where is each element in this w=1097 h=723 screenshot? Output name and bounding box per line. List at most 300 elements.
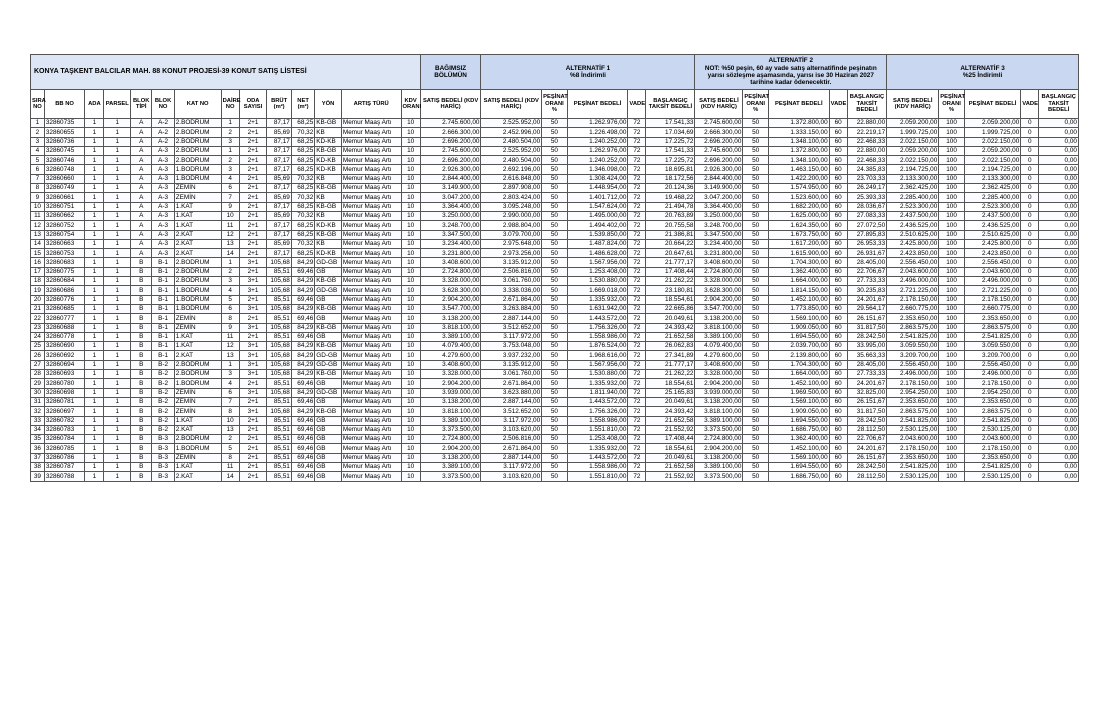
table-cell: 85,51 <box>267 462 291 471</box>
table-cell: 3.059.550,00 <box>964 342 1020 351</box>
table-cell: 3.135.912,00 <box>481 360 542 369</box>
table-cell: 2.724.800,00 <box>695 267 743 276</box>
table-cell: 3.138.200,00 <box>420 314 481 323</box>
table-cell: A-3 <box>152 174 174 183</box>
table-cell: 1.615.900,00 <box>768 249 829 258</box>
table-cell: 35 <box>31 435 45 444</box>
table-cell: Memur Maaş Artı <box>341 295 401 304</box>
table-cell: 3.408.600,00 <box>695 360 743 369</box>
table-cell: 1.348.100,00 <box>768 137 829 146</box>
table-cell: 3 <box>221 137 239 146</box>
table-cell: 84,29 <box>291 360 314 369</box>
table-cell: KD-KB <box>315 165 342 174</box>
table-cell: B <box>131 277 152 286</box>
table-cell: 0 <box>1021 239 1039 248</box>
table-cell: 85,51 <box>267 435 291 444</box>
table-cell: 105,68 <box>267 258 291 267</box>
table-cell: 72 <box>628 165 646 174</box>
table-cell: 3+1 <box>239 388 267 397</box>
table-cell: A-3 <box>152 193 174 202</box>
table-cell: 2.660.775,00 <box>887 304 939 313</box>
table-cell: 1.909.050,00 <box>768 323 829 332</box>
table-cell: 2.975.648,00 <box>481 239 542 248</box>
table-cell: 100 <box>939 184 965 193</box>
table-cell: 0,00 <box>1039 230 1079 239</box>
table-cell: 2.437.500,00 <box>964 211 1020 220</box>
table-cell: 70,32 <box>291 239 314 248</box>
table-cell: 50 <box>542 351 568 360</box>
table-cell: 32860751 <box>44 202 84 211</box>
table-cell: 2.506.816,00 <box>481 267 542 276</box>
table-cell: 69,46 <box>291 425 314 434</box>
table-cell: 60 <box>829 407 847 416</box>
table-cell: 85,69 <box>267 211 291 220</box>
table-cell: 0,00 <box>1039 360 1079 369</box>
table-cell: 0 <box>1021 295 1039 304</box>
table-cell: 22.219,17 <box>847 128 886 137</box>
table-cell: 4 <box>221 174 239 183</box>
table-cell: 84,29 <box>291 304 314 313</box>
column-header: VADE <box>1021 90 1039 119</box>
table-cell: 28.242,50 <box>847 416 886 425</box>
table-cell: 32860776 <box>44 295 84 304</box>
table-cell: 3.373.500,00 <box>420 425 481 434</box>
table-cell: 1 <box>104 267 131 276</box>
table-cell: 2+1 <box>239 146 267 155</box>
table-cell: 72 <box>628 249 646 258</box>
table-cell: 2.139.800,00 <box>768 351 829 360</box>
table-cell: 20.755,58 <box>646 221 695 230</box>
table-cell: 60 <box>829 453 847 462</box>
table-cell: B <box>131 258 152 267</box>
table-cell: Memur Maaş Artı <box>341 453 401 462</box>
table-cell: 2.452.996,00 <box>481 128 542 137</box>
table-cell: B <box>131 332 152 341</box>
table-cell: 1.240.252,00 <box>567 156 628 165</box>
table-cell: 100 <box>939 351 965 360</box>
table-cell: 1 <box>104 351 131 360</box>
table-cell: 14 <box>31 239 45 248</box>
table-cell: 3.389.100,00 <box>695 462 743 471</box>
table-cell: 2.616.848,00 <box>481 174 542 183</box>
table-cell: 50 <box>743 342 769 351</box>
table-cell: Memur Maaş Artı <box>341 119 401 128</box>
table-cell: 1 <box>85 360 104 369</box>
table-row <box>31 221 1079 230</box>
table-cell: 35.663,33 <box>847 351 886 360</box>
column-header: KAT NO <box>174 90 221 119</box>
table-cell: 3+1 <box>239 360 267 369</box>
table-cell: 2.530.125,00 <box>964 472 1020 481</box>
table-cell: 1 <box>85 267 104 276</box>
table-cell: 27.895,83 <box>847 230 886 239</box>
table-cell: 1.664.000,00 <box>768 370 829 379</box>
table-cell: 6 <box>221 388 239 397</box>
table-cell: 85,51 <box>267 453 291 462</box>
table-cell: 6 <box>221 304 239 313</box>
table-cell: 2 <box>221 128 239 137</box>
table-cell: 1.BODRUM <box>174 379 221 388</box>
table-cell: 2.745.600,00 <box>695 146 743 155</box>
table-row <box>31 258 1079 267</box>
table-cell: 50 <box>743 286 769 295</box>
table-cell: 50 <box>743 462 769 471</box>
column-header: PEŞİNAT ORANI % <box>542 90 568 119</box>
table-cell: 0,00 <box>1039 146 1079 155</box>
table-cell: 1 <box>221 119 239 128</box>
column-header: ARTIŞ TÜRÜ <box>341 90 401 119</box>
table-cell: 50 <box>542 165 568 174</box>
table-cell: 105,68 <box>267 407 291 416</box>
table-cell: 31.817,50 <box>847 407 886 416</box>
table-cell: 2.353.650,00 <box>887 314 939 323</box>
table-cell: 84,29 <box>291 351 314 360</box>
table-cell: 3.138.200,00 <box>695 314 743 323</box>
table-cell: 1 <box>85 295 104 304</box>
table-cell: ZEMİN <box>174 388 221 397</box>
table-cell: 7 <box>221 193 239 202</box>
table-cell: 2.KAT <box>174 249 221 258</box>
table-cell: A-2 <box>152 137 174 146</box>
table-cell: 4.279.600,00 <box>695 351 743 360</box>
table-cell: 1.372.800,00 <box>768 146 829 155</box>
table-cell: B <box>131 360 152 369</box>
table-cell: 85,69 <box>267 239 291 248</box>
table-cell: 105,68 <box>267 351 291 360</box>
table-cell: 3.138.200,00 <box>420 397 481 406</box>
table-cell: 0 <box>1021 202 1039 211</box>
table-cell: 2+1 <box>239 435 267 444</box>
table-cell: 2+1 <box>239 416 267 425</box>
table-cell: 21.652,58 <box>646 462 695 471</box>
table-cell: 17.541,33 <box>646 119 695 128</box>
table-cell: 2+1 <box>239 193 267 202</box>
column-header: PEŞİNAT BEDELİ <box>567 90 628 119</box>
table-row <box>31 435 1079 444</box>
table-cell: 1 <box>104 137 131 146</box>
table-cell: 72 <box>628 230 646 239</box>
table-cell: 50 <box>743 397 769 406</box>
table-cell: 32860661 <box>44 193 84 202</box>
table-cell: 3.059.550,00 <box>887 342 939 351</box>
table-cell: 0,00 <box>1039 472 1079 481</box>
table-cell: 32860735 <box>44 119 84 128</box>
table-cell: 69,46 <box>291 332 314 341</box>
table-cell: 28.242,50 <box>847 462 886 471</box>
table-cell: 5 <box>221 444 239 453</box>
table-cell: B <box>131 342 152 351</box>
table-cell: 105,68 <box>267 304 291 313</box>
table-cell: 21.652,58 <box>646 416 695 425</box>
table-cell: Memur Maaş Artı <box>341 314 401 323</box>
table-cell: 1 <box>104 342 131 351</box>
table-cell: 3.338.036,00 <box>481 286 542 295</box>
table-cell: 87,17 <box>267 119 291 128</box>
table-cell: 1.KAT <box>174 416 221 425</box>
table-cell: Memur Maaş Artı <box>341 444 401 453</box>
table-cell: 2.660.775,00 <box>964 304 1020 313</box>
table-cell: 2.353.650,00 <box>964 453 1020 462</box>
table-cell: 60 <box>829 230 847 239</box>
table-cell: 32860692 <box>44 351 84 360</box>
table-cell: 1.968.616,00 <box>567 351 628 360</box>
table-cell: 2+1 <box>239 267 267 276</box>
table-cell: 1 <box>85 156 104 165</box>
table-cell: 50 <box>743 156 769 165</box>
table-cell: 2.904.200,00 <box>695 295 743 304</box>
table-cell: 2.KAT <box>174 239 221 248</box>
table-cell: 68,25 <box>291 137 314 146</box>
table-cell: 1.452.100,00 <box>768 444 829 453</box>
table-cell: 2.BODRUM <box>174 360 221 369</box>
table-cell: 1 <box>104 453 131 462</box>
table-cell: 11 <box>221 332 239 341</box>
table-cell: 17.408,44 <box>646 267 695 276</box>
table-cell: 2.022.150,00 <box>964 156 1020 165</box>
table-cell: 1.BODRUM <box>174 165 221 174</box>
table-cell: 1 <box>85 193 104 202</box>
table-cell: 50 <box>542 146 568 155</box>
table-cell: 32860655 <box>44 128 84 137</box>
table-cell: GD-GB <box>315 360 342 369</box>
table-cell: 20.664,22 <box>646 239 695 248</box>
table-cell: 26 <box>31 351 45 360</box>
table-cell: Memur Maaş Artı <box>341 249 401 258</box>
table-cell: 10 <box>401 314 420 323</box>
table-cell: 32860662 <box>44 211 84 220</box>
table-cell: 84,29 <box>291 277 314 286</box>
table-cell: 1 <box>85 137 104 146</box>
table-cell: 3.364.400,00 <box>420 202 481 211</box>
table-cell: KB-GB <box>315 407 342 416</box>
table-cell: 2.059.200,00 <box>964 146 1020 155</box>
table-row <box>31 295 1079 304</box>
table-cell: 11 <box>221 462 239 471</box>
table-cell: 10 <box>401 407 420 416</box>
table-cell: 60 <box>829 221 847 230</box>
table-cell: B-3 <box>152 444 174 453</box>
table-cell: 1 <box>85 342 104 351</box>
table-cell: GB <box>315 435 342 444</box>
table-cell: ZEMİN <box>174 184 221 193</box>
table-cell: 1 <box>85 379 104 388</box>
table-cell: 100 <box>939 137 965 146</box>
table-cell: 32860660 <box>44 174 84 183</box>
table-cell: 100 <box>939 379 965 388</box>
table-cell: Memur Maaş Artı <box>341 221 401 230</box>
table-cell: 0,00 <box>1039 416 1079 425</box>
table-cell: 1.569.100,00 <box>768 453 829 462</box>
table-cell: 50 <box>542 314 568 323</box>
table-cell: 2.KAT <box>174 472 221 481</box>
table-cell: 1.335.932,00 <box>567 295 628 304</box>
table-cell: 21.494,78 <box>646 202 695 211</box>
column-header-row <box>31 90 1079 119</box>
table-cell: 20 <box>31 295 45 304</box>
table-cell: 2.844.400,00 <box>695 174 743 183</box>
table-cell: Memur Maaş Artı <box>341 230 401 239</box>
table-cell: 2.BODRUM <box>174 137 221 146</box>
table-cell: 28.036,67 <box>847 202 886 211</box>
table-row <box>31 119 1079 128</box>
table-cell: 4 <box>31 146 45 155</box>
table-cell: 1.569.100,00 <box>768 314 829 323</box>
table-cell: 0 <box>1021 435 1039 444</box>
table-cell: A <box>131 230 152 239</box>
table-cell: 32860753 <box>44 249 84 258</box>
table-cell: 0 <box>1021 416 1039 425</box>
table-cell: 1 <box>85 407 104 416</box>
table-cell: 72 <box>628 370 646 379</box>
table-cell: A-2 <box>152 128 174 137</box>
table-cell: 10 <box>31 202 45 211</box>
table-cell: 2+1 <box>239 314 267 323</box>
table-cell: 1 <box>85 332 104 341</box>
table-cell: 3.061.760,00 <box>481 277 542 286</box>
table-cell: B-2 <box>152 416 174 425</box>
table-cell: 50 <box>542 425 568 434</box>
table-cell: 0,00 <box>1039 239 1079 248</box>
table-cell: 72 <box>628 286 646 295</box>
table-cell: 1 <box>85 202 104 211</box>
table-cell: 26.151,67 <box>847 314 886 323</box>
table-cell: 27.733,33 <box>847 277 886 286</box>
table-cell: 3.347.500,00 <box>420 230 481 239</box>
table-cell: 60 <box>829 332 847 341</box>
table-cell: 1.346.098,00 <box>567 165 628 174</box>
table-cell: 85,51 <box>267 397 291 406</box>
table-cell: 87,17 <box>267 184 291 193</box>
table-cell: 0,00 <box>1039 174 1079 183</box>
table-cell: 100 <box>939 388 965 397</box>
table-cell: KB-GB <box>315 230 342 239</box>
table-row <box>31 314 1079 323</box>
table-row <box>31 128 1079 137</box>
table-cell: 50 <box>743 239 769 248</box>
table-cell: 31 <box>31 397 45 406</box>
table-cell: 2.745.600,00 <box>420 146 481 155</box>
table-cell: 0,00 <box>1039 221 1079 230</box>
table-cell: 1.558.986,00 <box>567 416 628 425</box>
table-cell: 60 <box>829 304 847 313</box>
table-cell: 100 <box>939 425 965 434</box>
table-cell: 2.745.600,00 <box>695 119 743 128</box>
table-cell: A <box>131 184 152 193</box>
table-cell: 0,00 <box>1039 397 1079 406</box>
table-cell: 1 <box>85 165 104 174</box>
table-cell: 1.617.200,00 <box>768 239 829 248</box>
table-cell: 3.047.200,00 <box>420 193 481 202</box>
table-cell: 72 <box>628 407 646 416</box>
column-header: PEŞİNAT BEDELİ <box>768 90 829 119</box>
table-cell: 2.926.300,00 <box>695 165 743 174</box>
table-cell: 100 <box>939 360 965 369</box>
table-cell: 50 <box>542 397 568 406</box>
table-cell: 105,68 <box>267 370 291 379</box>
table-cell: 105,68 <box>267 342 291 351</box>
table-cell: Memur Maaş Artı <box>341 351 401 360</box>
table-cell: Memur Maaş Artı <box>341 370 401 379</box>
table-cell: 50 <box>542 444 568 453</box>
table-cell: B <box>131 379 152 388</box>
table-cell: 60 <box>829 314 847 323</box>
table-cell: B-1 <box>152 323 174 332</box>
table-cell: 1 <box>85 277 104 286</box>
table-cell: 2.285.400,00 <box>887 193 939 202</box>
table-cell: 1.BODRUM <box>174 295 221 304</box>
table-cell: 10 <box>221 416 239 425</box>
table-cell: 10 <box>401 472 420 481</box>
table-cell: 16 <box>31 258 45 267</box>
table-cell: Memur Maaş Artı <box>341 416 401 425</box>
table-cell: 2+1 <box>239 472 267 481</box>
table-cell: 2.904.200,00 <box>420 379 481 388</box>
table-cell: 85,51 <box>267 444 291 453</box>
table-cell: 0,00 <box>1039 351 1079 360</box>
table-cell: 1.494.402,00 <box>567 221 628 230</box>
table-cell: 32860736 <box>44 137 84 146</box>
table-cell: 1 <box>104 425 131 434</box>
table-cell: 1.KAT <box>174 342 221 351</box>
table-cell: 50 <box>542 435 568 444</box>
table-cell: B-1 <box>152 351 174 360</box>
table-cell: 1.KAT <box>174 202 221 211</box>
table-cell: 19 <box>31 286 45 295</box>
table-cell: 0 <box>1021 146 1039 155</box>
table-cell: 50 <box>542 277 568 286</box>
table-cell: 0 <box>1021 230 1039 239</box>
table-cell: 3 <box>31 137 45 146</box>
table-cell: 72 <box>628 267 646 276</box>
table-cell: 2.887.144,00 <box>481 314 542 323</box>
table-cell: 3.818.100,00 <box>695 407 743 416</box>
table-cell: 72 <box>628 277 646 286</box>
table-cell: 0,00 <box>1039 211 1079 220</box>
table-cell: 100 <box>939 323 965 332</box>
table-cell: 85,51 <box>267 314 291 323</box>
table-cell: 72 <box>628 258 646 267</box>
table-row <box>31 323 1079 332</box>
table-cell: 50 <box>542 221 568 230</box>
table-cell: 32860684 <box>44 277 84 286</box>
table-row <box>31 202 1079 211</box>
table-cell: 68,25 <box>291 249 314 258</box>
table-cell: 23 <box>31 323 45 332</box>
table-cell: 14 <box>221 472 239 481</box>
table-cell: 1.664.000,00 <box>768 277 829 286</box>
table-cell: 32860788 <box>44 472 84 481</box>
table-cell: 10 <box>401 119 420 128</box>
table-cell: 2.863.575,00 <box>964 323 1020 332</box>
table-cell: 0,00 <box>1039 407 1079 416</box>
table-cell: B-1 <box>152 314 174 323</box>
table-cell: 100 <box>939 258 965 267</box>
table-cell: 0,00 <box>1039 286 1079 295</box>
table-cell: 10 <box>401 351 420 360</box>
table-cell: 100 <box>939 332 965 341</box>
table-row <box>31 388 1079 397</box>
table-cell: 50 <box>542 453 568 462</box>
table-cell: A-3 <box>152 211 174 220</box>
table-cell: 22.468,33 <box>847 137 886 146</box>
table-cell: 10 <box>401 435 420 444</box>
table-cell: 50 <box>743 146 769 155</box>
table-cell: 1.335.932,00 <box>567 379 628 388</box>
table-cell: 2.496.000,00 <box>887 277 939 286</box>
table-cell: 0,00 <box>1039 444 1079 453</box>
table-cell: 1.335.932,00 <box>567 444 628 453</box>
table-cell: 32860697 <box>44 407 84 416</box>
